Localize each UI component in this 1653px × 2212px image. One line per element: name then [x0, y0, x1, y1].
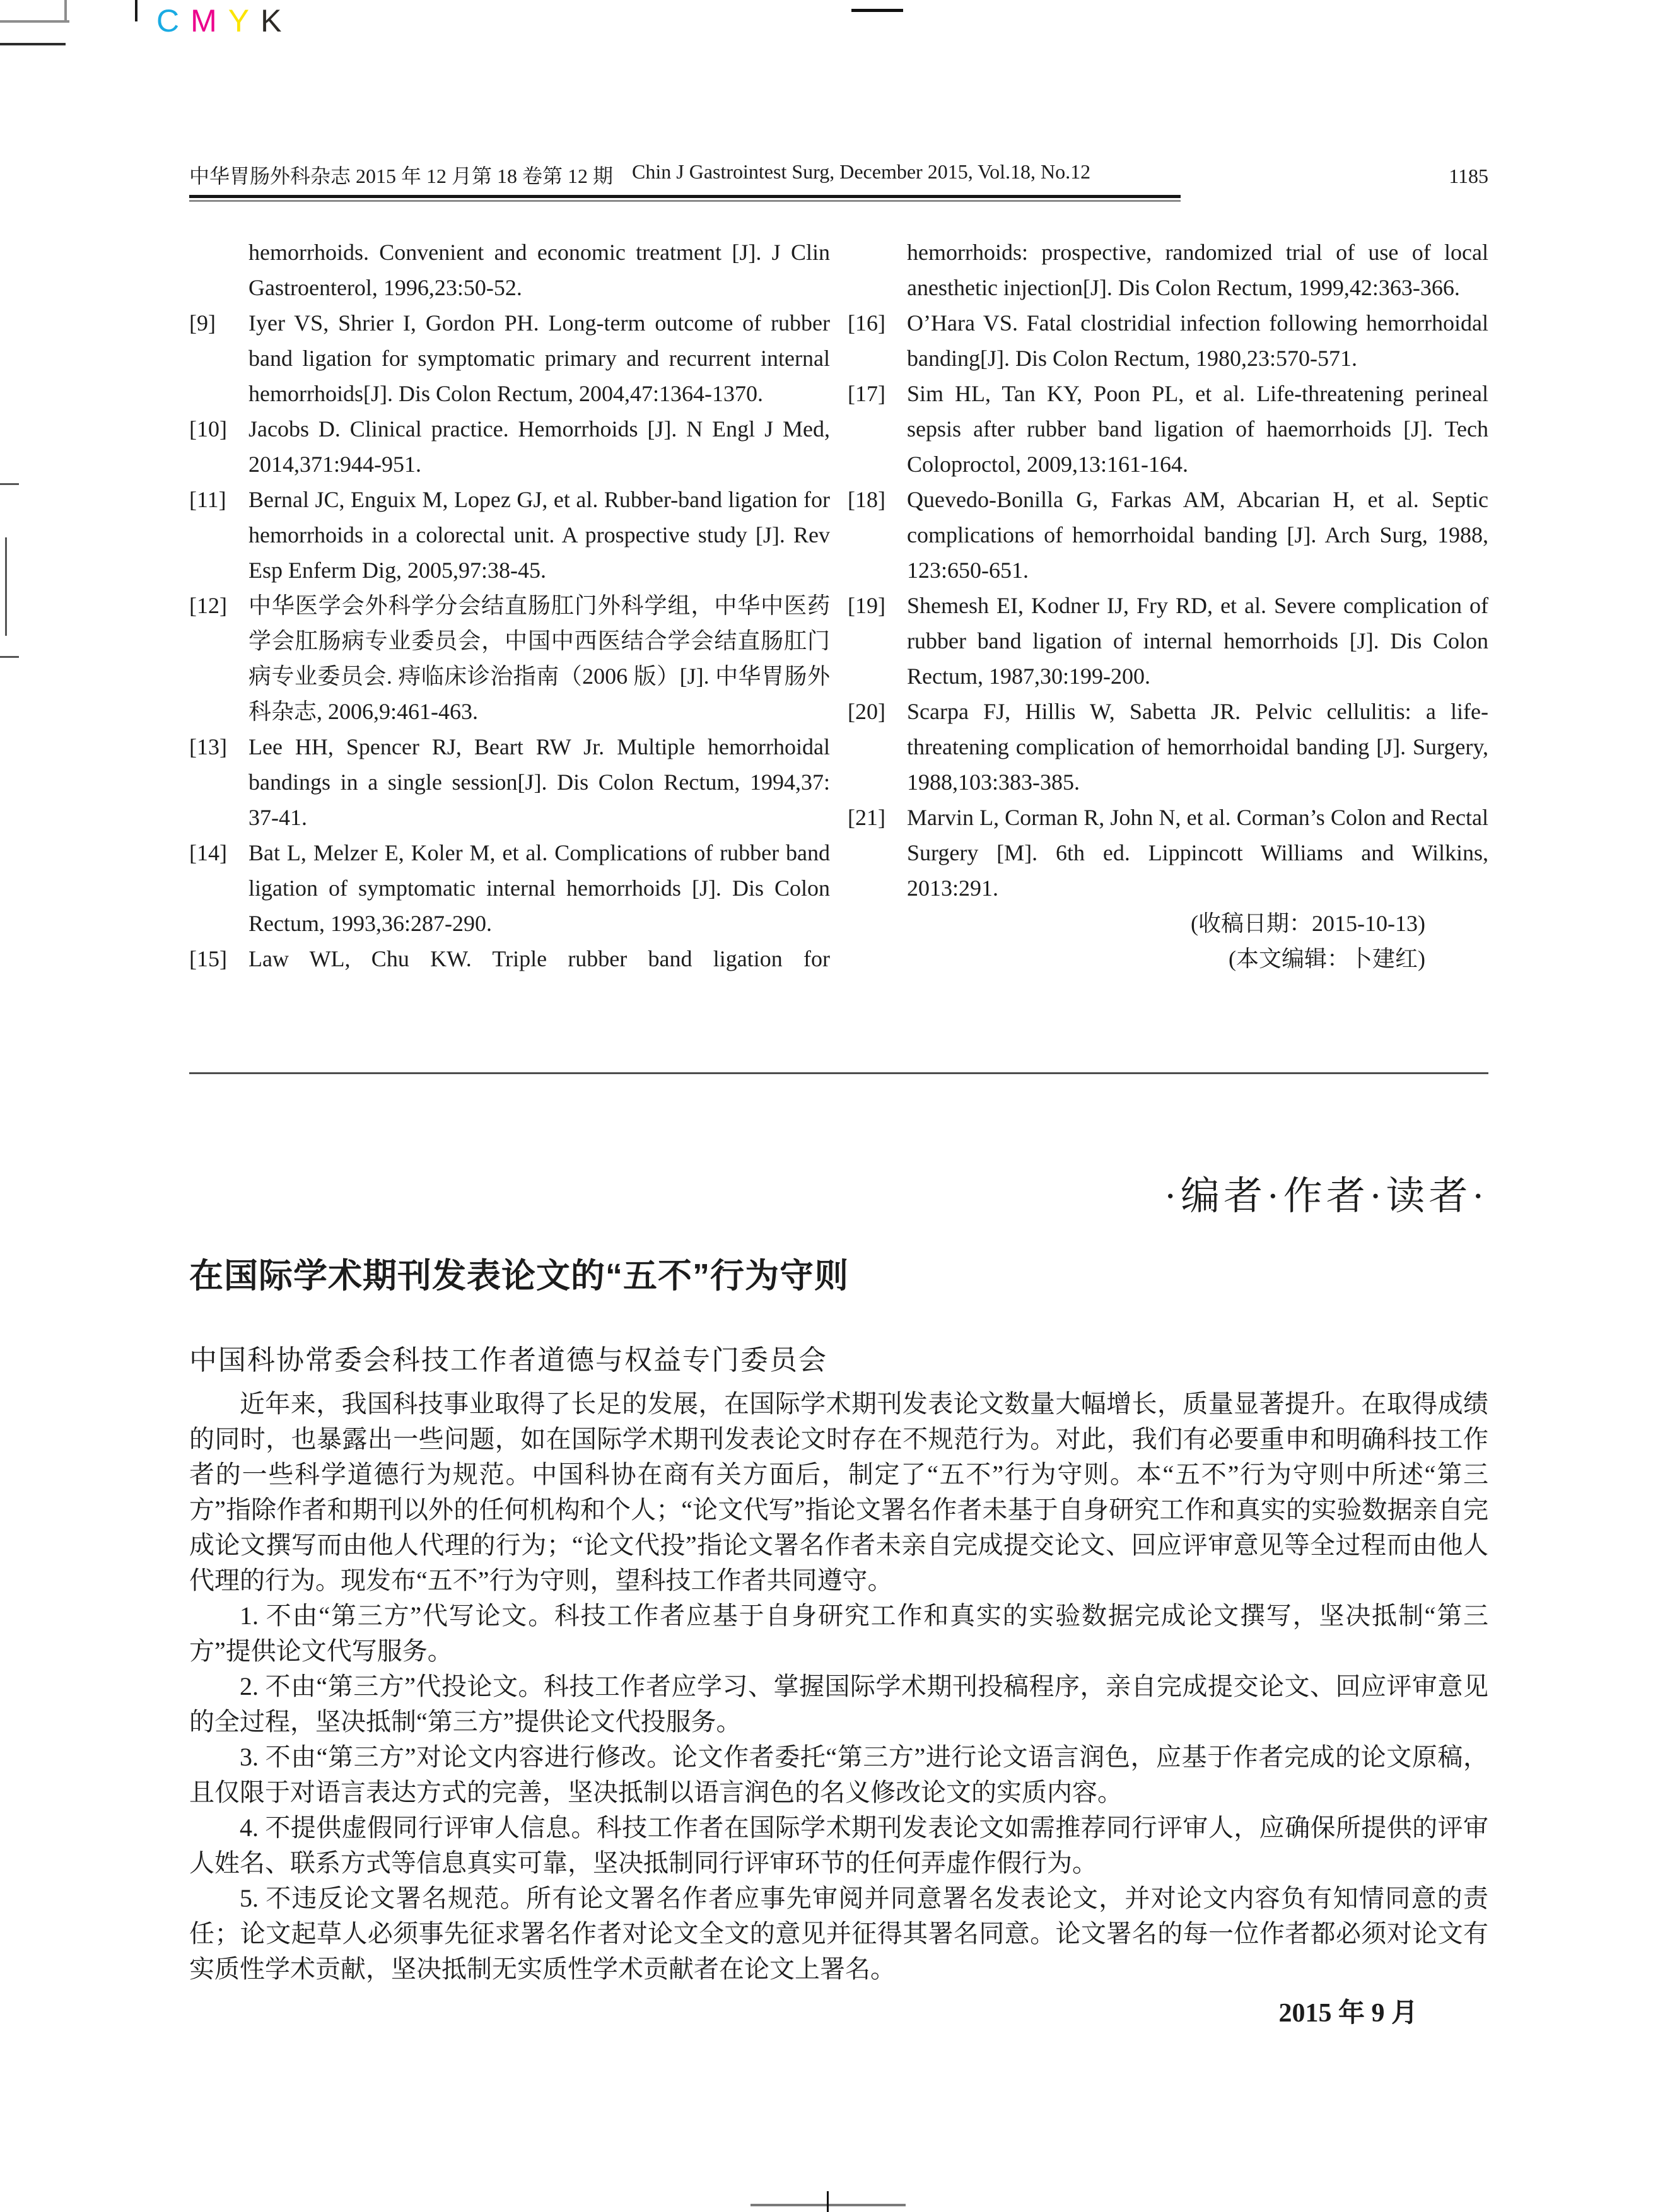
- reference-item: [848, 235, 1488, 305]
- reference-number: [10]: [189, 416, 227, 442]
- body-paragraph: 4. 不提供虚假同行评审人信息。科技工作者在国际学术期刊发表论文如需推荐同行评审人，应确保所提供的评审人姓名、联系方式等信息真实可靠，坚决抵制同行评审环节的任何弄虚作假行为。: [189, 1813, 1488, 1877]
- section-label: ·编者·作者·读者·: [1164, 1175, 1488, 1218]
- reference-number: [17]: [848, 381, 885, 406]
- reference-text: Sim HL, Tan KY, Poon PL, et al. Life-threatening perineal sepsis after rubber band ligation of haemorrhoids [J]. Tech Coloproctol, 2009,13:161-164.: [907, 381, 1488, 477]
- reference-number: [13]: [189, 734, 227, 759]
- received-date: (收稿日期：2015-10-13): [1191, 911, 1425, 936]
- reference-text: Shemesh EI, Kodner IJ, Fry RD, et al. Severe complication of rubber band ligation of internal hemorrhoids [J]. Dis Colon Rectum, 1987,30:199-200.: [907, 593, 1488, 689]
- reference-item: [189, 835, 830, 941]
- registration-line: [0, 656, 19, 658]
- reference-item: [848, 588, 1488, 694]
- reference-text: Quevedo-Bonilla G, Farkas AM, Abcarian H, et al. Septic complications of hemorrhoidal banding [J]. Arch Surg, 1988, 123:650-651.: [907, 487, 1488, 583]
- reference-text: Bernal JC, Enguix M, Lopez GJ, et al. Rubber-band ligation for hemorrhoids in a colorectal unit. A prospective study [J]. Rev Esp Enferm Dig, 2005,97:38-45.: [248, 487, 830, 583]
- cmyk-color-bar: [156, 3, 293, 39]
- reference-item: [848, 482, 1488, 588]
- reference-number: [16]: [848, 310, 885, 336]
- registration-line: [0, 43, 66, 45]
- reference-text: hemorrhoids: prospective, randomized trial of use of local anesthetic injection[J]. Dis Colon Rectum, 1999,42:363-366.: [907, 240, 1488, 300]
- header-rule: [189, 195, 1181, 202]
- article-body: [189, 1386, 1488, 1987]
- reference-text: 中华医学会外科学分会结直肠肛门外科学组，中华中医药学会肛肠病专业委员会，中国中西医结合学会结直肠肛门病专业委员会. 痔临床诊治指南（2006 版）[J]. 中华胃肠外科杂志, 2006,9:461-463.: [248, 593, 830, 724]
- cmyk-letter-y: Y: [228, 3, 261, 38]
- references-section: [189, 235, 1488, 976]
- journal-title-en: Chin J Gastrointest Surg, December 2015, Vol.18, No.12: [632, 160, 1091, 183]
- reference-item: [189, 305, 830, 411]
- reference-number: [14]: [189, 840, 227, 865]
- registration-cross-mark: [827, 2191, 829, 2212]
- reference-text: Marvin L, Corman R, John N, et al. Corman’s Colon and Rectal Surgery [M]. 6th ed. Lippincott Williams and Wilkins, 2013:291.: [907, 805, 1488, 901]
- reference-item: [189, 729, 830, 835]
- reference-number: [19]: [848, 593, 885, 618]
- registration-line: [0, 483, 19, 485]
- reference-text: Law WL, Chu KW. Triple rubber band ligation for: [248, 946, 830, 971]
- cmyk-letter-m: M: [190, 3, 228, 38]
- reference-number: [21]: [848, 805, 885, 830]
- cmyk-letter-k: K: [260, 3, 293, 38]
- registration-corner-mark: [64, 0, 67, 23]
- reference-number: [15]: [189, 946, 227, 971]
- references-column-right: [848, 235, 1488, 976]
- running-head: [189, 160, 1488, 202]
- registration-line: [135, 0, 137, 21]
- reference-item: [848, 305, 1488, 376]
- reference-text: Iyer VS, Shrier I, Gordon PH. Long-term outcome of rubber band ligation for symptomatic primary and recurrent internal hemorrhoids[J]. Dis Colon Rectum, 2004,47:1364-1370.: [248, 310, 830, 406]
- body-paragraph: 3. 不由“第三方”对论文内容进行修改。论文作者委托“第三方”进行论文语言润色，应基于作者完成的论文原稿，且仅限于对语言表达方式的完善，坚决抵制以语言润色的名义修改论文的实质内容。: [189, 1743, 1488, 1806]
- reference-item: [848, 800, 1488, 906]
- reference-item: [848, 694, 1488, 800]
- article-date: 2015 年 9 月: [1278, 1999, 1418, 2028]
- reference-text: hemorrhoids. Convenient and economic treatment [J]. J Clin Gastroenterol, 1996,23:50-52.: [248, 240, 830, 300]
- reference-text: Scarpa FJ, Hillis W, Sabetta JR. Pelvic cellulitis: a life-threatening complication of hemorrhoidal banding [J]. Surgery, 1988,103:383-385.: [907, 699, 1488, 795]
- body-paragraph: 2. 不由“第三方”代投论文。科技工作者应学习、掌握国际学术期刊投稿程序，亲自完成提交论文、回应评审意见的全过程，坚决抵制“第三方”提供论文代投服务。: [189, 1672, 1488, 1736]
- reference-text: Bat L, Melzer E, Koler M, et al. Complications of rubber band ligation of symptomatic internal hemorrhoids [J]. Dis Colon Rectum, 1993,36:287-290.: [248, 840, 830, 936]
- page-number: 1185: [1449, 165, 1488, 187]
- references-list-right: [848, 235, 1488, 906]
- registration-corner-mark: [0, 20, 69, 23]
- reference-text: Lee HH, Spencer RJ, Beart RW Jr. Multiple hemorrhoidal bandings in a single session[J]. Dis Colon Rectum, 1994,37: 37-41.: [248, 734, 830, 830]
- registration-line: [5, 537, 7, 636]
- reference-number: [11]: [189, 487, 226, 512]
- editor-note: (本文编辑：卜建红): [1229, 946, 1425, 971]
- registration-line: [851, 9, 903, 12]
- body-paragraph: 近年来，我国科技事业取得了长足的发展，在国际学术期刊发表论文数量大幅增长，质量显著提升。在取得成绩的同时，也暴露出一些问题，如在国际学术期刊发表论文时存在不规范行为。对此，我们有必要重申和明确科技工作者的一些科学道德行为规范。中国科协在商有关方面后，制定了“五不”行为守则。本“五不”行为守则中所述“第三方”指除作者和期刊以外的任何机构和个人；“论文代写”指论文署名作者未基于自身研究工作和真实的实验数据亲自完成论文撰写而由他人代理的行为；“论文代投”指论文署名作者未亲自完成提交论文、回应评审意见等全过程而由他人代理的行为。现发布“五不”行为守则，望科技工作者共同遵守。: [189, 1390, 1488, 1595]
- reference-number: [12]: [189, 593, 227, 618]
- reference-item: [189, 235, 830, 305]
- cmyk-letter-c: C: [156, 3, 191, 38]
- reference-item: [189, 411, 830, 482]
- reference-number: [9]: [189, 310, 216, 336]
- reference-item: [189, 588, 830, 729]
- journal-title-cn: 中华胃肠外科杂志 2015 年 12 月第 18 卷第 12 期: [189, 165, 614, 187]
- article-title: 在国际学术期刊发表论文的“五不”行为守则: [189, 1257, 849, 1295]
- body-paragraph: 5. 不违反论文署名规范。所有论文署名作者应事先审阅并同意署名发表论文，并对论文内容负有知情同意的责任；论文起草人必须事先征求署名作者对论文全文的意见并征得其署名同意。论文署名的每一位作者都必须对论文有实质性学术贡献，坚决抵制无实质性学术贡献者在论文上署名。: [189, 1884, 1488, 1983]
- reference-item: [189, 482, 830, 588]
- reference-item: [189, 941, 830, 976]
- reference-number: [20]: [848, 699, 885, 724]
- reference-text: O’Hara VS. Fatal clostridial infection following hemorrhoidal banding[J]. Dis Colon Rectum, 1980,23:570-571.: [907, 310, 1488, 371]
- article-divider: [189, 1072, 1488, 1074]
- body-paragraph: 1. 不由“第三方”代写论文。科技工作者应基于自身研究工作和真实的实验数据完成论文撰写，坚决抵制“第三方”提供论文代写服务。: [189, 1601, 1488, 1665]
- reference-text: Jacobs D. Clinical practice. Hemorrhoids [J]. N Engl J Med, 2014,371:944-951.: [248, 416, 830, 477]
- references-column-left: [189, 235, 830, 976]
- article-author: 中国科协常委会科技工作者道德与权益专门委员会: [189, 1345, 827, 1376]
- reference-number: [18]: [848, 487, 885, 512]
- reference-item: [848, 376, 1488, 482]
